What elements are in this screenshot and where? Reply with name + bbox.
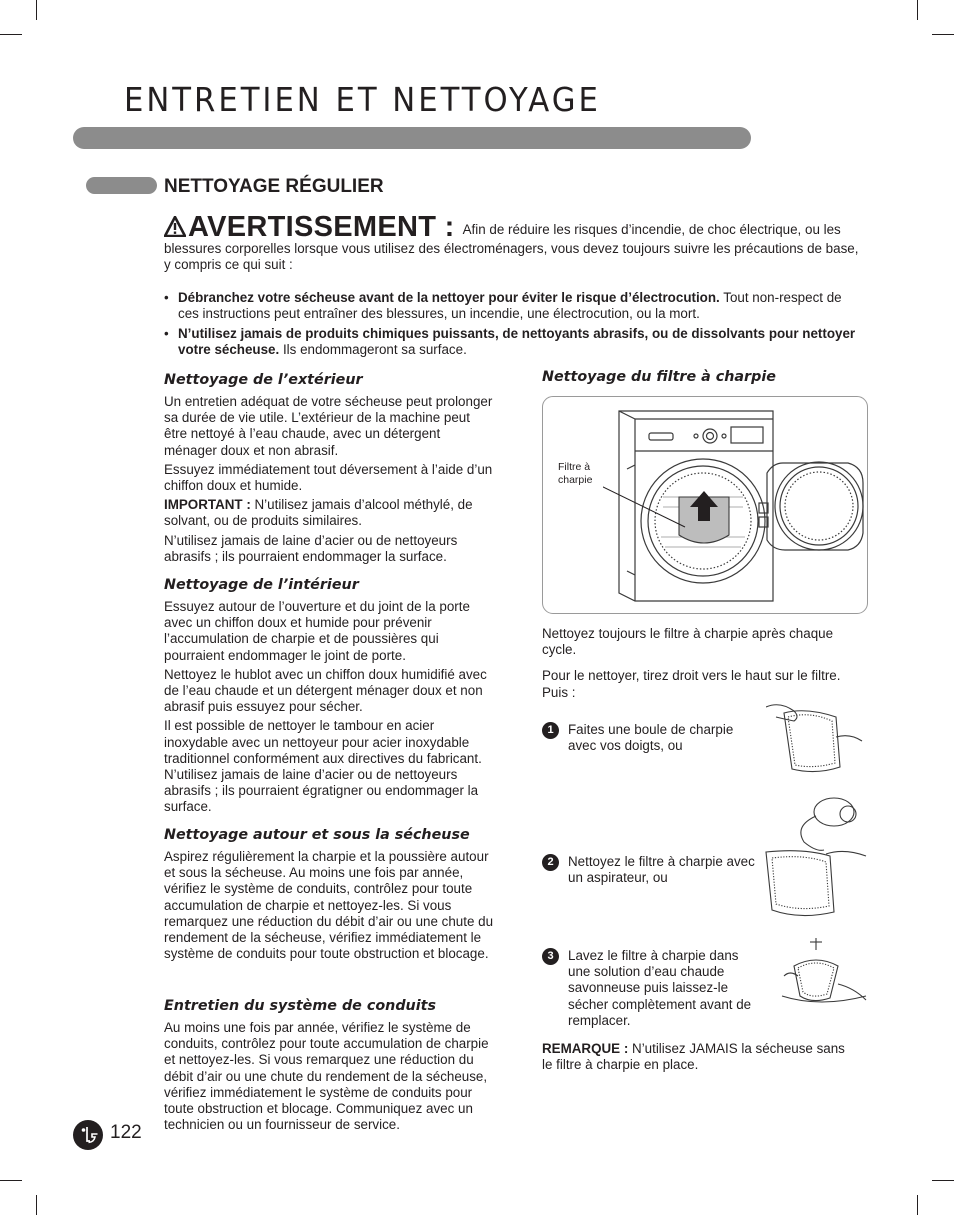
crop-mark bbox=[917, 0, 918, 20]
crop-mark bbox=[36, 0, 37, 20]
filter-washing-illustration bbox=[780, 936, 868, 1006]
bullet-text: Tout non-respect de ces instructions peut entraîner des blessures, un incendie, une électrocution, ou la mort. bbox=[178, 290, 842, 321]
filter-hand-illustration bbox=[766, 697, 864, 777]
interior-heading: Nettoyage de l’intérieur bbox=[164, 577, 359, 593]
exterior-p4: N’utilisez jamais de laine d’acier ou de nettoyeurs abrasifs ; ils pourraient endommager la surface. bbox=[164, 532, 458, 564]
remark-text: N’utilisez JAMAIS la sécheuse sans le filtre à charpie en place. bbox=[542, 1041, 845, 1073]
interior-section bbox=[164, 577, 494, 819]
warning-block bbox=[164, 211, 864, 273]
bullet-bold: N’utilisez jamais de produits chimiques puissants, de nettoyants abrasifs, ou de dissolvants pour nettoyer votre sécheuse. bbox=[178, 326, 856, 357]
interior-p3: Il est possible de nettoyer le tambour en acier inoxydable avec un nettoyeur pour acier inoxydable traditionnel conformément aux directives du fabricant. N’utilisez jamais de laine d’acier ou de nettoyeurs abrasifs ; ils pourraient égratigner ou endommager la surface. bbox=[164, 718, 482, 815]
ducts-section bbox=[164, 998, 494, 1136]
title-divider-bar bbox=[73, 127, 751, 149]
vacuum-cleaner-illustration bbox=[764, 792, 868, 920]
warning-bullet bbox=[164, 290, 864, 322]
step-3 bbox=[542, 948, 758, 1038]
bullet-bold: Débranchez votre sécheuse avant de la nettoyer pour éviter le risque d’électrocution. bbox=[178, 290, 720, 305]
warning-heading: AVERTISSEMENT : bbox=[188, 211, 455, 243]
lint-filter-p1: Nettoyez toujours le filtre à charpie après chaque cycle. bbox=[542, 626, 834, 658]
step-number-badge: 1 bbox=[542, 722, 559, 739]
bullet-text: Ils endommageront sa surface. bbox=[279, 342, 467, 357]
step-text: Lavez le filtre à charpie dans une solution d’eau chaude savonneuse puis laissez-le sécher complètement avant de remplacer. bbox=[568, 948, 752, 1028]
warning-bullets bbox=[164, 290, 864, 362]
step-2 bbox=[542, 854, 755, 904]
dryer-open-door-drawing bbox=[603, 405, 865, 609]
warning-triangle-icon bbox=[164, 216, 186, 241]
exterior-important bbox=[164, 497, 494, 529]
warning-text: Afin de réduire les risques d’incendie, de choc électrique, ou les blessures corporelles lorsque vous utilisez des électroménagers, vous devez toujours suivre les précautions de base, y compris ce qui suit : bbox=[164, 222, 859, 272]
crop-mark bbox=[0, 1180, 22, 1181]
lint-filter-intro bbox=[542, 626, 852, 704]
step-text: Faites une boule de charpie avec vos doigts, ou bbox=[568, 722, 734, 754]
exterior-p2: Essuyez immédiatement tout déversement à l’aide d’un chiffon doux et humide. bbox=[164, 461, 493, 494]
crop-mark bbox=[36, 1195, 37, 1215]
exterior-heading: Nettoyage de l’extérieur bbox=[164, 372, 363, 388]
remark-label: REMARQUE : bbox=[542, 1041, 629, 1056]
lint-filter-p2: Pour le nettoyer, tirez droit vers le haut sur le filtre. Puis : bbox=[542, 668, 841, 700]
step-1 bbox=[542, 722, 752, 792]
crop-mark bbox=[0, 34, 22, 35]
crop-mark bbox=[932, 34, 954, 35]
crop-mark bbox=[917, 1195, 918, 1215]
lint-filter-heading: Nettoyage du filtre à charpie bbox=[542, 369, 776, 385]
step-number-badge: 3 bbox=[542, 948, 559, 965]
around-p1: Aspirez régulièrement la charpie et la poussière autour et sous la sécheuse. Au moins une fois par année, vérifiez le système de conduits, contrôlez pour toute accumulation de charpie et nettoyez-les. Si vous remarquez une réduction du débit d’air ou une chute du rendement de la sécheuse, vérifiez immédiatement le système de conduits pour toute obstruction et blocage. bbox=[164, 849, 494, 962]
important-text: N’utilisez jamais d’alcool méthylé, de solvant, ou de produits similaires. bbox=[164, 497, 473, 529]
section-title: NETTOYAGE RÉGULIER bbox=[164, 176, 384, 197]
exterior-p1: Un entretien adéquat de votre sécheuse peut prolonger sa durée de vie utile. L’extérieur de la machine peut être nettoyé à l’eau chaude, avec un détergent ménager doux et non abrasif. bbox=[164, 394, 493, 458]
interior-p2: Nettoyez le hublot avec un chiffon doux humidifié avec de l’eau chaude et un détergent ménager doux et non abrasif puis essuyez pour sécher. bbox=[164, 666, 487, 715]
ducts-p1: Au moins une fois par année, vérifiez le système de conduits, contrôlez pour toute accumulation de charpie et nettoyez-les. Si vous remarquez une réduction du débit d’air ou une chute du rendement de la sécheuse, vérifiez immédiatement le système de conduits pour toute obstruction et blocage. Communiquez avec un technicien ou un fournisseur de service. bbox=[164, 1020, 489, 1133]
step-text: Nettoyez le filtre à charpie avec un aspirateur, ou bbox=[568, 854, 755, 886]
warning-bullet bbox=[164, 326, 864, 358]
exterior-section bbox=[164, 372, 494, 568]
remark-note bbox=[542, 1041, 852, 1073]
around-section bbox=[164, 827, 494, 965]
dryer-illustration-box bbox=[542, 396, 868, 614]
crop-mark bbox=[932, 1180, 954, 1181]
lg-logo-icon bbox=[73, 1120, 103, 1150]
step-number-badge: 2 bbox=[542, 854, 559, 871]
around-heading: Nettoyage autour et sous la sécheuse bbox=[164, 827, 470, 843]
section-marker-pill bbox=[86, 177, 157, 194]
page-number: 122 bbox=[110, 1122, 142, 1143]
important-label: IMPORTANT : bbox=[164, 497, 251, 513]
page-title: ENTRETIEN ET NETTOYAGE bbox=[124, 80, 601, 119]
lint-filter-label: Filtre à charpie bbox=[558, 461, 593, 486]
ducts-heading: Entretien du système de conduits bbox=[164, 998, 436, 1014]
interior-p1: Essuyez autour de l’ouverture et du joint de la porte avec un chiffon doux et humide pour prévenir l’accumulation de charpie et de poussières qui pourraient endommager le joint de porte. bbox=[164, 599, 470, 663]
